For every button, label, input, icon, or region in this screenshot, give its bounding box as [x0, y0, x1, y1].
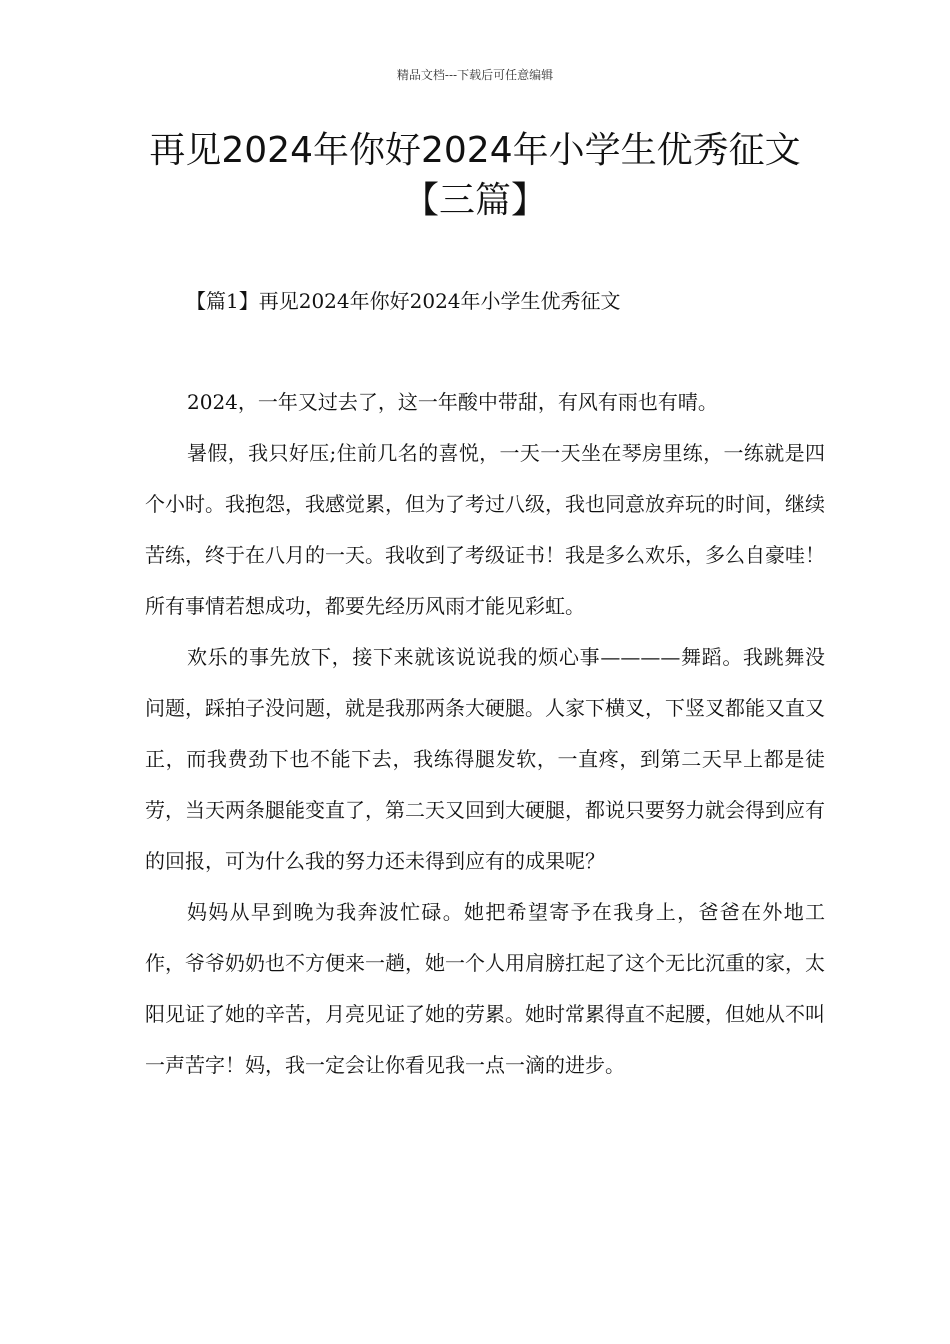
section-heading: 【篇1】再见2024年你好2024年小学生优秀征文 [186, 289, 621, 313]
page-header: 精品文档---下载后可任意编辑 [396, 68, 554, 82]
paragraph: 2024，一年又过去了，这一年酸中带甜，有风有雨也有晴。 [187, 390, 718, 414]
body-text [145, 377, 825, 1091]
paragraph: 欢乐的事先放下，接下来就该说说我的烦心事————舞蹈。我跳舞没问题，踩拍子没问题，就是我那两条大硬腿。人家下横叉，下竖叉都能又直又正，而我费劲下也不能下去，我练得腿发软，一直疼，到第二天早上都是徒劳，当天两条腿能变直了，第二天又回到大硬腿，都说只要努力就会得到应有的回报，可为什么我的努力还未得到应有的成果呢？ [145, 645, 825, 873]
document-title: 再见2024年你好2024年小学生优秀征文【三篇】 [149, 130, 801, 221]
paragraph: 暑假，我只好压;住前几名的喜悦，一天一天坐在琴房里练，一练就是四个小时。我抱怨，我感觉累，但为了考过八级，我也同意放弃玩的时间，继续苦练，终于在八月的一天。我收到了考级证书！我是多么欢乐，多么自豪哇！所有事情若想成功，都要先经历风雨才能见彩虹。 [145, 441, 825, 618]
paragraph: 妈妈从早到晚为我奔波忙碌。她把希望寄予在我身上，爸爸在外地工作，爷爷奶奶也不方便来一趟，她一个人用肩膀扛起了这个无比沉重的家，太阳见证了她的辛苦，月亮见证了她的劳累。她时常累得直不起腰，但她从不叫一声苦字！妈，我一定会让你看见我一点一滴的进步。 [145, 900, 825, 1077]
